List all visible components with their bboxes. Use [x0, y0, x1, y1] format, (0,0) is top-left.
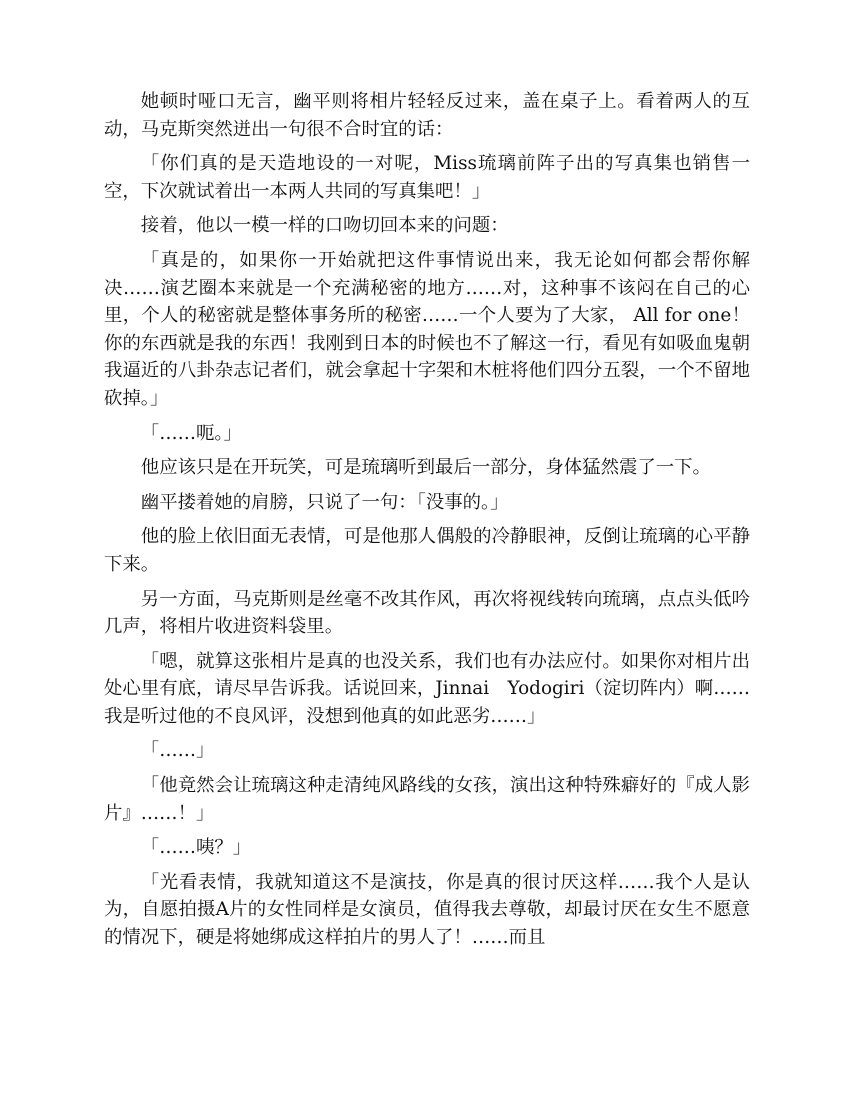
document-page [104, 88, 750, 959]
paragraph: 幽平搂着她的肩膀，只说了一句：「没事的。」 [140, 491, 509, 513]
paragraph: 她顿时哑口无言，幽平则将相片轻轻反过来，盖在桌子上。看着两人的互动，马克斯突然迸出一句很不合时宜的话： [104, 91, 750, 140]
paragraph: 「光看表情，我就知道这不是演技，你是真的很讨厌这样……我个人是认为，自愿拍摄A片的女性同样是女演员，值得我去尊敬，却最讨厌在女生不愿意的情况下，硬是将她绑成这样拍片的男人了！……而且 [104, 871, 750, 949]
paragraph: 「他竟然会让琉璃这种走清纯风路线的女孩，演出这种特殊癖好的『成人影片』……！」 [104, 775, 750, 824]
paragraph: 「你们真的是天造地设的一对呢，Miss琉璃前阵子出的写真集也销售一空，下次就试着出一本两人共同的写真集吧！」 [104, 153, 750, 202]
paragraph: 「……呃。」 [140, 422, 242, 444]
paragraph: 「嗯，就算这张相片是真的也没关系，我们也有办法应付。如果你对相片出处心里有底，请尽早告诉我。话说回来，Jinnai Yodogiri（淀切阵内）啊……我是听过他的不良风评，没想到他真的如此恶劣……」 [104, 650, 750, 727]
paragraph: 另一方面，马克斯则是丝毫不改其作风，再次将视线转向琉璃，点点头低吟几声，将相片收进资料袋里。 [104, 588, 750, 638]
paragraph: 「……」 [140, 740, 215, 762]
paragraph: 「……咦？」 [140, 837, 252, 859]
paragraph: 「真是的，如果你一开始就把这件事情说出来，我无论如何都会帮你解决……演艺圈本来就是一个充满秘密的地方……对，这种事不该闷在自己的心里，个人的秘密就是整体事务所的秘密……一个人要为了大家， All for one！你的东西就是我的东西！我刚到日本的时候也不了解这一行，看见有如吸血鬼朝我逼近的八卦杂志记者们，就会拿起十字架和木桩将他们四分五裂，一个不留地砍掉。」 [104, 249, 750, 409]
paragraph: 接着，他以一模一样的口吻切回本来的问题： [140, 215, 509, 237]
paragraph: 他应该只是在开玩笑，可是琉璃听到最后一部分，身体猛然震了一下。 [140, 457, 711, 479]
paragraph: 他的脸上依旧面无表情，可是他那人偶般的冷静眼神，反倒让琉璃的心平静下来。 [104, 526, 750, 575]
